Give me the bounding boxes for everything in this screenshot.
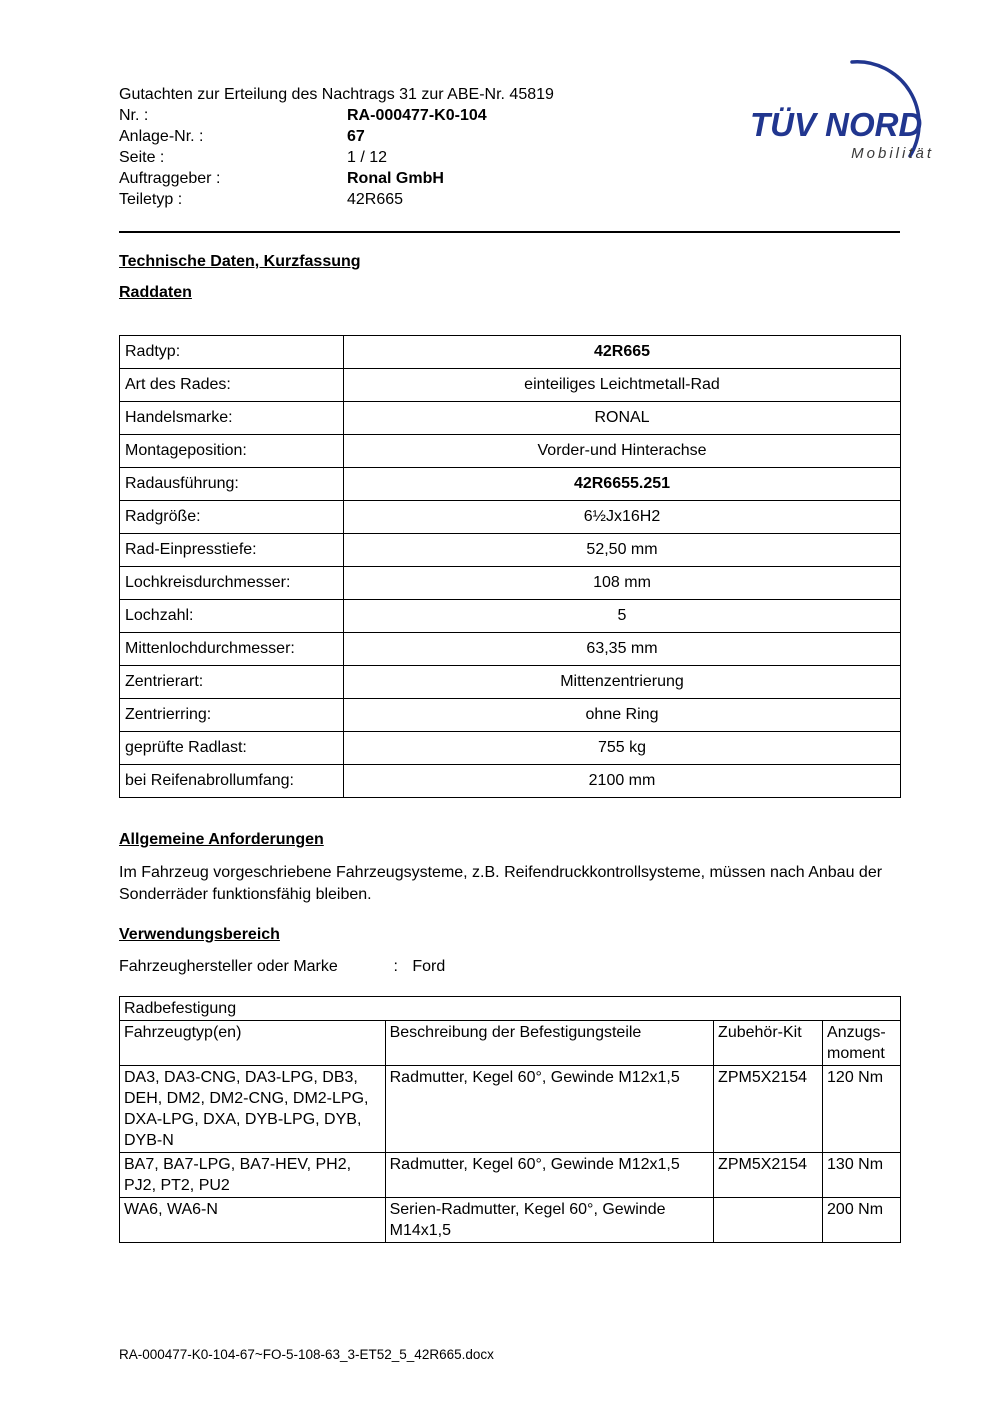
row-label-cell: Lochkreisdurchmesser: [120, 567, 344, 600]
cell-anzugsmoment: 200 Nm [823, 1198, 901, 1243]
table-row [120, 1066, 901, 1153]
header-divider [119, 231, 900, 233]
header-field-value: 67 [347, 128, 365, 145]
header-field-label: Seite : [119, 149, 165, 166]
fahrzeughersteller-colon: : [393, 958, 398, 975]
cell-zubehoer-kit: ZPM5X2154 [714, 1153, 823, 1198]
table-row [120, 369, 901, 402]
row-label-cell: Zentrierring: [120, 699, 344, 732]
cell-beschreibung: Radmutter, Kegel 60°, Gewinde M12x1,5 [385, 1153, 713, 1198]
cell-beschreibung: Serien-Radmutter, Kegel 60°, Gewinde M14x1,5 [385, 1198, 713, 1243]
header-field-label: Auftraggeber : [119, 170, 221, 187]
row-value-cell: 108 mm [344, 567, 901, 600]
column-header-fahrzeugtypen: Fahrzeugtyp(en) [120, 1021, 386, 1066]
header-field-label: Anlage-Nr. : [119, 128, 204, 145]
row-value-cell: Mittenzentrierung [344, 666, 901, 699]
row-label-cell: bei Reifenabrollumfang: [120, 765, 344, 798]
document-title: Gutachten zur Erteilung des Nachtrags 31 zur ABE-Nr. 45819 [119, 86, 554, 103]
cell-fahrzeugtypen: BA7, BA7-LPG, BA7-HEV, PH2, PJ2, PT2, PU2 [120, 1153, 386, 1198]
section-heading-verwendungsbereich: Verwendungsbereich [119, 926, 280, 943]
header-field-value: 1 / 12 [347, 149, 388, 166]
row-label-cell: Rad-Einpresstiefe: [120, 534, 344, 567]
row-label-cell: Handelsmarke: [120, 402, 344, 435]
row-label-cell: Radtyp: [120, 336, 344, 369]
cell-anzugsmoment: 120 Nm [823, 1066, 901, 1153]
header-field-row [119, 147, 719, 168]
row-value-cell: ohne Ring [344, 699, 901, 732]
table-row [120, 732, 901, 765]
header-field-label: Teiletyp : [119, 191, 183, 208]
table-title-row [120, 997, 901, 1021]
row-value-cell: RONAL [344, 402, 901, 435]
table-row [120, 633, 901, 666]
row-value-cell: 42R665 [344, 336, 901, 369]
header-field-row [119, 168, 719, 189]
column-header-anzugsmoment: Anzugs- moment [823, 1021, 901, 1066]
column-header-beschreibung: Beschreibung der Befestigungsteile [385, 1021, 713, 1066]
row-label-cell: Montageposition: [120, 435, 344, 468]
table-row [120, 699, 901, 732]
row-value-cell: Vorder-und Hinterachse [344, 435, 901, 468]
row-label-cell: Lochzahl: [120, 600, 344, 633]
cell-fahrzeugtypen: WA6, WA6-N [120, 1198, 386, 1243]
column-header-zubehoer-kit: Zubehör-Kit [714, 1021, 823, 1066]
cell-zubehoer-kit: ZPM5X2154 [714, 1066, 823, 1153]
header-field-value: Ronal GmbH [347, 170, 444, 187]
table-row [120, 1153, 901, 1198]
tuv-nord-logo [748, 56, 958, 171]
fahrzeughersteller-label: Fahrzeughersteller oder Marke [119, 958, 338, 975]
row-value-cell: 5 [344, 600, 901, 633]
row-label-cell: Zentrierart: [120, 666, 344, 699]
cell-anzugsmoment: 130 Nm [823, 1153, 901, 1198]
row-value-cell: 42R6655.251 [344, 468, 901, 501]
row-value-cell: 63,35 mm [344, 633, 901, 666]
row-value-cell: 755 kg [344, 732, 901, 765]
row-value-cell: 52,50 mm [344, 534, 901, 567]
row-value-cell: 2100 mm [344, 765, 901, 798]
header-field-row [119, 105, 719, 126]
logo-text: TÜV NORD [750, 106, 923, 143]
table-title-cell: Radbefestigung [120, 997, 901, 1021]
document-footer-filename: RA-000477-K0-104-67~FO-5-108-63_3-ET52_5_42R665.docx [119, 1347, 494, 1362]
row-value-cell: 6½Jx16H2 [344, 501, 901, 534]
cell-zubehoer-kit [714, 1198, 823, 1243]
cell-fahrzeugtypen: DA3, DA3-CNG, DA3-LPG, DB3, DEH, DM2, DM2-CNG, DM2-LPG, DXA-LPG, DXA, DYB-LPG, DYB, DYB-N [120, 1066, 386, 1153]
raddaten-table [119, 335, 901, 798]
table-row [120, 765, 901, 798]
section-heading-raddaten: Raddaten [119, 284, 192, 301]
cell-beschreibung: Radmutter, Kegel 60°, Gewinde M12x1,5 [385, 1066, 713, 1153]
header-field-value: RA-000477-K0-104 [347, 107, 487, 124]
row-label-cell: geprüfte Radlast: [120, 732, 344, 765]
table-row [120, 666, 901, 699]
header-field-row [119, 126, 719, 147]
table-row [120, 468, 901, 501]
table-row [120, 600, 901, 633]
section-heading-allgemeine-anforderungen: Allgemeine Anforderungen [119, 831, 324, 848]
table-row [120, 435, 901, 468]
table-header-row [120, 1021, 901, 1066]
header-field-row [119, 189, 719, 210]
row-label-cell: Art des Rades: [120, 369, 344, 402]
section-heading-technische-daten: Technische Daten, Kurzfassung [119, 253, 361, 270]
header-field-value: 42R665 [347, 191, 404, 208]
fahrzeughersteller-value: Ford [412, 958, 446, 975]
row-value-cell: einteiliges Leichtmetall-Rad [344, 369, 901, 402]
row-label-cell: Radgröße: [120, 501, 344, 534]
table-row [120, 402, 901, 435]
fahrzeughersteller-line [119, 958, 900, 976]
table-row [120, 534, 901, 567]
table-row [120, 336, 901, 369]
logo-subtitle: Mobilität [851, 145, 934, 162]
row-label-cell: Radausführung: [120, 468, 344, 501]
table-row [120, 1198, 901, 1243]
table-row [120, 567, 901, 600]
row-label-cell: Mittenlochdurchmesser: [120, 633, 344, 666]
radbefestigung-table [119, 996, 901, 1243]
allgemeine-anforderungen-paragraph: Im Fahrzeug vorgeschriebene Fahrzeugsysteme, z.B. Reifendruckkontrollsysteme, müssen nach Anbau der Sonderräder funktionsfähig bleiben. [119, 864, 883, 903]
table-row [120, 501, 901, 534]
document-header [119, 84, 719, 210]
header-field-label: Nr. : [119, 107, 149, 124]
